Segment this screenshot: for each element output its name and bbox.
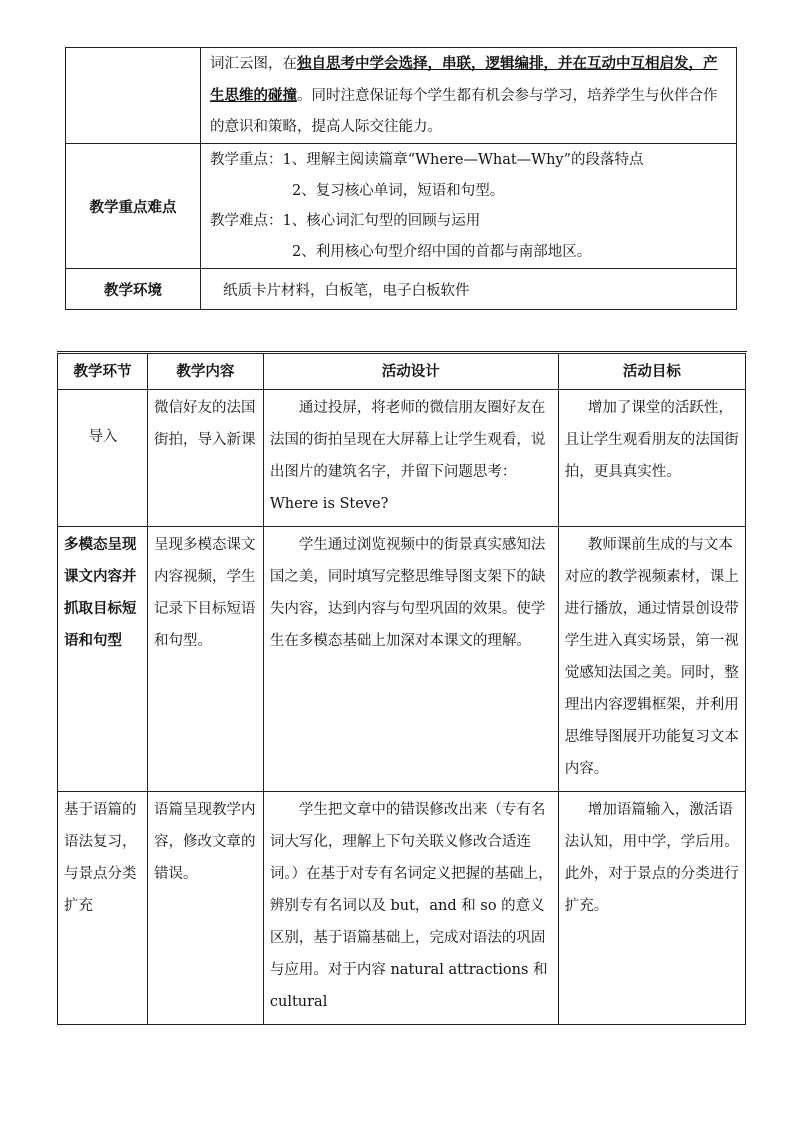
strategy-emphasis: 独自思考中学会选择，串联，逻辑编排，并在互动中互相启发，产生思维的碰撞: [210, 55, 718, 104]
content-cell: 呈现多模态课文内容视频，学生记录下目标短语和句型。: [148, 527, 264, 792]
content-cell: 语篇呈现教学内容，修改文章的错误。: [148, 792, 264, 1025]
design-cell: 学生通过浏览视频中的街景真实感知法国之美，同时填写完整思维导图支架下的缺失内容，达到内容与句型巩固的效果。使学生在多模态基础上加深对本课文的理解。: [263, 527, 558, 792]
header-goal: 活动目标: [558, 354, 745, 390]
content-cell: 微信好友的法国街拍，导入新课: [148, 390, 264, 527]
strategy-post: 。同时注意保证每个学生都有机会参与学习，培养学生与伙伴合作的意识和策略，提高人际交往能力。: [210, 88, 718, 135]
strategy-row: [66, 48, 737, 144]
header-stage: 教学环节: [58, 354, 148, 390]
key-points-cell: [201, 144, 737, 269]
environment-row: [66, 269, 737, 310]
stage-cell: 多模态呈现课文内容并抓取目标短语和句型: [58, 527, 148, 792]
strategy-text: [201, 48, 737, 144]
difficulty-1: 教学难点：1、核心词汇句型的回顾与运用: [210, 213, 481, 229]
difficulty-2: 2、利用核心句型介绍中国的首都与南部地区。: [292, 243, 592, 260]
table-row: [58, 792, 746, 1025]
header-row: [58, 354, 746, 390]
header-design: 活动设计: [263, 354, 558, 390]
stage-cell: 基于语篇的语法复习，与景点分类扩充: [58, 792, 148, 1025]
table-row: [58, 390, 746, 527]
goal-cell: 增加了课堂的活跃性，且让学生观看朋友的法国街拍，更具真实性。: [558, 390, 745, 527]
goal-cell: 教师课前生成的与文本对应的教学视频素材，课上进行播放，通过情景创设带学生进入真实场景，第一视觉感知法国之美。同时，整理出内容逻辑框架，并利用思维导图展开功能复习文本内容。: [558, 527, 745, 792]
goal-cell: 增加语篇输入，激活语法认知，用中学，学后用。此外，对于景点的分类进行扩充。: [558, 792, 745, 1025]
key-point-1: 教学重点：1、理解主阅读篇章“Where—What—Why”的段落特点: [210, 152, 644, 168]
table-row: [58, 527, 746, 792]
empty-label-cell: [66, 48, 201, 144]
header-content: 教学内容: [148, 354, 264, 390]
design-cell: 通过投屏，将老师的微信朋友圈好友在法国的街拍呈现在大屏幕上让学生观看，说出图片的建筑名字，并留下问题思考：Where is Steve?: [263, 390, 558, 527]
key-points-row: [66, 144, 737, 269]
key-point-2: 2、复习核心单词，短语和句型。: [292, 182, 505, 199]
stage-cell: 导入: [58, 390, 148, 527]
activity-table: [57, 353, 746, 1025]
environment-label: 教学环境: [66, 269, 201, 310]
design-cell: 学生把文章中的错误修改出来（专有名词大写化，理解上下句关联义修改合适连词。）在基于对专有名词定义把握的基础上，辨别专有名词以及 but，and 和 so 的意义区别，基于语篇基础上，完成对语法的巩固与应用。对于内容 natural attractions 和 cultural: [263, 792, 558, 1025]
strategy-pre: 词汇云图，在: [210, 56, 297, 72]
lesson-info-table: [65, 47, 737, 310]
key-points-label: 教学重点难点: [66, 144, 201, 269]
environment-value: 纸质卡片材料，白板笔，电子白板软件: [201, 269, 737, 310]
